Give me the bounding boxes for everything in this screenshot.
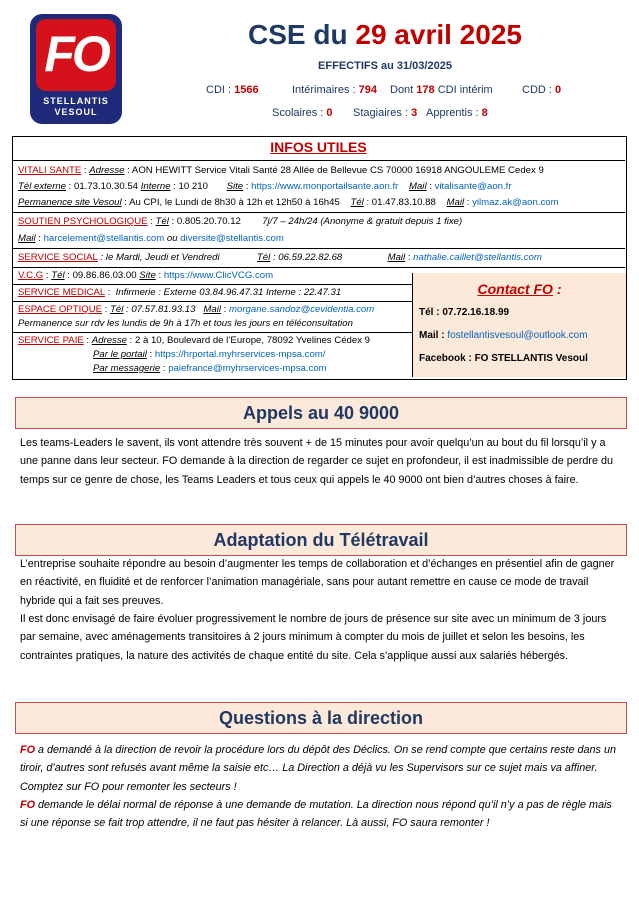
title-part-a: CSE du — [248, 19, 356, 50]
logo-brand-line2: VESOUL — [54, 107, 98, 117]
stat-apprentis: Apprentis : 8 — [426, 107, 488, 119]
paie-row-1: SERVICE PAIE : Adresse : 2 à 10, Boulevard de l’Europe, 78092 Yvelines Cédex 9 — [18, 335, 371, 346]
contact-mail-link[interactable]: fostellantisvesoul@outlook.com — [447, 330, 588, 341]
vcg-row: V.C.G : Tél : 09.86.86.03.00 Site : https://www.ClicVCG.com — [18, 270, 274, 281]
infos-utiles-title: INFOS UTILES — [270, 139, 367, 155]
divider — [12, 212, 625, 213]
contact-facebook: Facebook : FO STELLANTIS Vesoul — [419, 353, 588, 364]
stat-cdd: CDD : 0 — [522, 84, 562, 96]
section-teletravail-title: Adaptation du Télétravail — [15, 524, 627, 556]
paie-portail-link[interactable]: https://hrportal.myhrservices-mpsa.com/ — [154, 349, 326, 360]
section-questions-title: Questions à la direction — [15, 702, 627, 734]
optique-row-2: Permanence sur rdv les lundis de 9h à 17h et tous les jours en téléconsultation — [18, 318, 353, 329]
vitali-label: VITALI SANTE — [18, 165, 82, 176]
page-title — [150, 18, 620, 52]
contact-title: Contact FO : — [477, 281, 562, 297]
stat-stagiaires: Stagiaires : 3 — [353, 107, 418, 119]
divider — [12, 248, 625, 249]
divider — [12, 284, 412, 285]
vitali-adresse: : AON HEWITT Service Vitali Santé 28 Allée de Bellevue CS 70000 16918 ANGOULEME Cedex 9 — [124, 165, 544, 176]
social-row: SERVICE SOCIAL : le Mardi, Jeudi et Vendredi Tél : 06.59.22.82.68 Mail : nathalie.caillet@stellantis.com — [18, 252, 542, 263]
divider — [12, 160, 625, 161]
psy-mail1-link[interactable]: harcelement@stellantis.com — [43, 233, 165, 244]
optique-row-1: ESPACE OPTIQUE : Tél : 07.57.81.93.13 Mail : morgane.sandoz@cevidentia.com — [18, 304, 375, 315]
social-mail-link[interactable]: nathalie.caillet@stellantis.com — [413, 252, 542, 263]
vitali-row-2: Tél externe : 01.73.10.30.54 Interne : 10 210 Site : https://www.monportailsante.aon.fr Mail : vitalisante@aon.fr — [18, 181, 512, 192]
divider — [12, 332, 412, 333]
contact-tel: Tél : 07.72.16.18.99 — [419, 307, 510, 318]
vcg-site-link[interactable]: https://www.ClicVCG.com — [163, 270, 274, 281]
contact-mail: Mail : fostellantisvesoul@outlook.com — [419, 330, 588, 341]
divider — [12, 267, 625, 268]
optique-mail-link[interactable]: morgane.sandoz@cevidentia.com — [229, 304, 375, 315]
paie-messagerie-link[interactable]: paiefrance@myhrservices-mpsa.com — [168, 363, 327, 374]
vitali-row-1: VITALI SANTE : Adresse : AON HEWITT Service Vitali Santé 28 Allée de Bellevue CS 70000 16918 ANGOULEME Cedex 9 — [18, 165, 544, 176]
paie-row-3: Par messagerie : paiefrance@myhrservices-mpsa.com — [93, 363, 327, 374]
contact-fo-box — [412, 273, 626, 377]
section-questions-p1: FO a demandé à la direction de revoir la procédure lors du dépôt des Déclics. On se rend compte que certains reste dans un tiroir, d’autres sont refusés avant même la saisie etc… La Direction a déjà vu les Supervisors sur ce sujet mais va affiner. Comptez sur FO pour remonter les secteurs ! — [20, 744, 616, 793]
section-teletravail-p1: L’entreprise souhaite répondre au besoin d’augmenter les temps de collaboration et d’échanges en présentiel afin de gagner en réactivité, en fluidité et de renforcer l’animation managériale, sans pour autant remettre en cause ce mode de travail hybride qui a fait ses preuves. — [20, 558, 615, 607]
logo-brand-line1: STELLANTIS — [43, 96, 109, 106]
vitali-site-link[interactable]: https://www.monportailsante.aon.fr — [251, 181, 399, 192]
psy-mail2-link[interactable]: diversite@stellantis.com — [180, 233, 284, 244]
effectifs-heading: EFFECTIFS au 31/03/2025 — [318, 60, 452, 72]
vitali-adresse-label: Adresse — [89, 165, 125, 176]
title-date: 29 avril 2025 — [355, 19, 522, 50]
paie-row-2: Par le portail : https://hrportal.myhrservices-mpsa.com/ — [93, 349, 326, 360]
psy-row-1: SOUTIEN PSYCHOLOGIQUE : Tél : 0.805.20.70.12 7j/7 – 24h/24 (Anonyme & gratuit depuis 1 fixe) — [18, 216, 463, 227]
psy-row-2: Mail : harcelement@stellantis.com ou diversite@stellantis.com — [18, 233, 284, 244]
fo-logo — [30, 14, 122, 124]
stat-scolaires: Scolaires : 0 — [272, 107, 333, 119]
section-questions-p2: FO demande le délai normal de réponse à une demande de mutation. La direction nous répond qu’il n’y a pas de règle mais si une réponse se fait trop attendre, il ne faut pas hésiter à relancer. Là aussi, FO saura remonter ! — [20, 799, 612, 830]
stat-interim: Intérimaires : 794 — [292, 84, 377, 96]
section-appels-title: Appels au 40 9000 — [15, 397, 627, 429]
vitali-row-3: Permanence site Vesoul : Au CPI, le Lundi de 8h30 à 12h et 12h50 à 16h45 Tél : 01.47.83.10.88 Mail : yilmaz.ak@aon.com — [18, 197, 559, 208]
vitali-mail-link[interactable]: vitalisante@aon.fr — [434, 181, 512, 192]
stat-cdi: CDI : 1566 — [206, 84, 259, 96]
divider — [12, 301, 412, 302]
medical-row: SERVICE MEDICAL : Infirmerie : Externe 03.84.96.47.31 Interne : 22.47.31 — [18, 287, 342, 298]
logo-fo-text: FO — [44, 26, 108, 82]
section-teletravail-p2: Il est donc envisagé de faire évoluer progressivement le nombre de jours de présence sur site avec un minimum de 3 jours par semaine, avec aménagements transitoires à 2 jours minimum à compter du mois de juillet et selon les besoins, les contraintes pratiques, la nature des activités de chaque entité du site. Cela s’applique aussi aux salariés hébergés. — [20, 613, 607, 662]
section-appels-text: Les teams-Leaders le savent, ils vont attendre très souvent + de 15 minutes pour avoir quelqu’un au bout du fil lorsqu’il y a une panne dans leur secteur. FO demande à la direction de regarder ce sujet en profondeur, il est inadmissible de perdre du temps sur ce genre de chose, les Teams Leaders et tous ceux qui appels le 40 9000 ont bien d’autres choses à faire. — [20, 437, 613, 486]
stat-dont: Dont 178 CDI intérim — [390, 84, 493, 96]
vitali-perm-mail-link[interactable]: yilmaz.ak@aon.com — [472, 197, 559, 208]
